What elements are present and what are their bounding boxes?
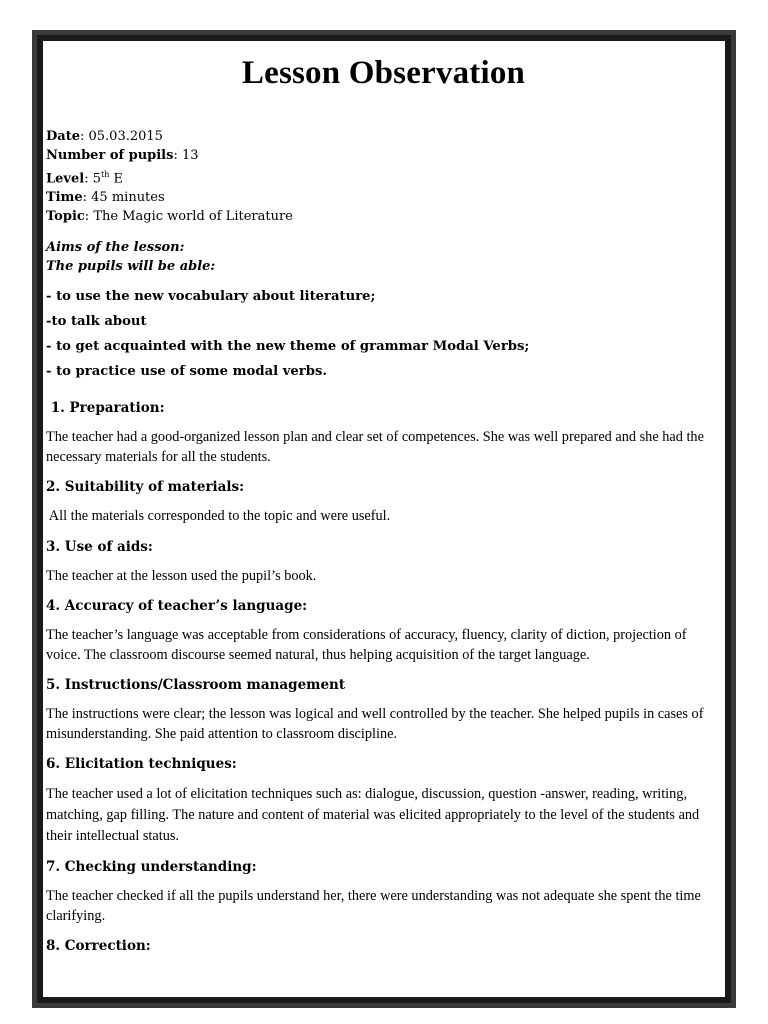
goal-item: - to get acquainted with the new theme of grammar Modal Verbs; <box>46 339 530 355</box>
document-page <box>43 41 725 997</box>
section-checking: 7. Checking understanding: The teacher checked if all the pupils understand her, there were understanding was not adequate she spent the time clarifying. <box>46 859 701 924</box>
section-correction: 8. Correction: <box>46 938 151 955</box>
section-preparation: 1. Preparation: The teacher had a good-organized lesson plan and clear set of competences. She was well prepared and she had the necessary materials for all the students. <box>46 400 704 465</box>
lesson-meta <box>46 127 721 226</box>
goal-item: - to use the new vocabulary about literature; <box>46 289 376 305</box>
goal-item: - to practice use of some modal verbs. <box>46 364 327 380</box>
aims-heading: Aims of the lesson: The pupils will be able: <box>46 240 216 275</box>
meta-level: Level: 5th E <box>46 170 123 187</box>
section-aids: 3. Use of aids: The teacher at the lesson used the pupil’s book. <box>46 538 317 584</box>
section-instructions: 5. Instructions/Classroom management The instructions were clear; the lesson was logical and well controlled by the teacher. She helped pupils in cases of misunderstanding. She paid attention to classroom discipline. <box>46 677 704 742</box>
section-suitability: 2. Suitability of materials: All the materials corresponded to the topic and were useful. <box>46 479 391 525</box>
meta-topic: Topic: The Magic world of Literature <box>46 209 293 225</box>
page-border-outer <box>32 30 736 1008</box>
section-elicitation: 6. Elicitation techniques: The teacher used a lot of elicitation techniques such as: dialogue, discussion, question -answer, reading, writing, matching, gap filling. The nature and content of material was elicited appropriately to the level of the students and their intellectual status. <box>46 756 700 845</box>
meta-pupils: Number of pupils: 13 <box>46 148 199 163</box>
document-title: Lesson Observation <box>241 55 526 91</box>
goal-item: -to talk about <box>46 314 147 330</box>
section-accuracy: 4. Accuracy of teacher’s language: The teacher’s language was acceptable from considerations of accuracy, fluency, clarity of diction, projection of voice. The classroom discourse seemed natural, thus helping acquisition of the target language. <box>46 598 687 663</box>
page-border-mid <box>37 35 731 1003</box>
document-content <box>46 41 721 956</box>
meta-date: Date: 05.03.2015 <box>46 129 163 144</box>
meta-time: Time: 45 minutes <box>46 190 165 206</box>
goals-list <box>46 284 721 384</box>
